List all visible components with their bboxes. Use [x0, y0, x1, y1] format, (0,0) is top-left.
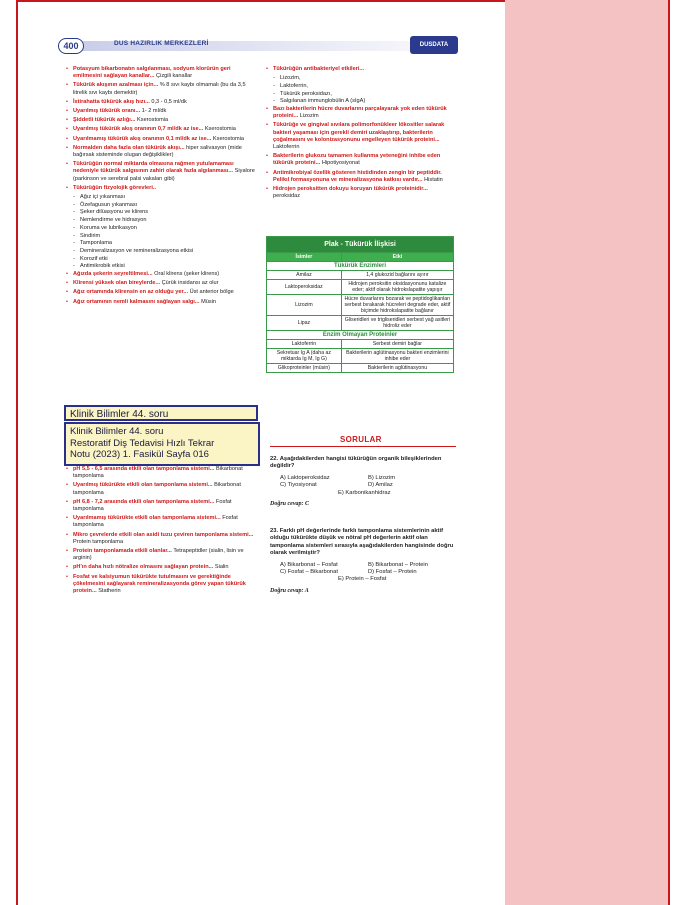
- table-cell: Lizozim: [267, 295, 342, 316]
- note-answer: Bikarbonat tamponlama: [73, 466, 243, 480]
- note-question: Uyarılmamış tükürük akış oranının 0,1 ml/dk az ise...: [73, 135, 212, 142]
- note-answer: Bikarbonat tamponlama: [73, 482, 241, 496]
- note-item: [66, 99, 258, 106]
- table-cell: Sekretuar Ig A (daha az miktarda Ig M, Ig G): [267, 349, 342, 364]
- table-cell: Bakterilerin aglütinasyonu: [341, 364, 453, 373]
- option: B) Lizozim: [368, 474, 396, 481]
- note-answer: 0,3 - 0,5 ml/dk: [151, 98, 187, 105]
- note-answer: Tetrapeptidler (sialin, lisin ve arginin): [73, 548, 244, 562]
- note-answer: Müsin: [201, 298, 217, 305]
- note-answer: Oral klirens (şeker klirens): [154, 271, 220, 278]
- note-item: [66, 289, 258, 296]
- option: D) Fosfat – Protein: [368, 569, 417, 576]
- table-row: [267, 271, 454, 280]
- note-subitem: - Demineralizasyon ve remineralizasyona etkisi: [66, 248, 258, 255]
- note-subitem: - Laktoferrin,: [266, 83, 456, 90]
- note-item: [66, 145, 258, 159]
- note-answer: Fosfat tamponlama: [73, 498, 232, 513]
- table-cell: Laktoferrin: [267, 340, 342, 349]
- note-question: Ağız ortamında klirensin en az olduğu yer...: [73, 289, 189, 296]
- overlay-label-small: Klinik Bilimler 44. soru: [64, 405, 258, 421]
- table-cell: Serbest demiri bağlar: [341, 340, 453, 349]
- note-item: [66, 499, 258, 513]
- table-cell: Bakterilerin aglütinasyonu bakteri enzimlerini inhibe eder: [341, 349, 453, 364]
- note-question: Ağızda şekerin seyreltilmesi...: [73, 271, 153, 278]
- left-column-lower: [66, 466, 258, 597]
- note-item: [266, 106, 456, 120]
- question-22: [270, 456, 456, 508]
- note-item: [266, 66, 456, 73]
- note-item: [66, 482, 258, 496]
- side-pink-bar: [505, 0, 668, 905]
- note-subitem: - Şeker dilüasyonu ve klirens: [66, 209, 258, 216]
- note-question: Ağız ortamının nemli kalmasını sağlayan salgı...: [73, 298, 200, 305]
- table-row: [267, 316, 454, 331]
- note-answer: Statherin: [98, 588, 121, 595]
- table-cell: Amilaz: [267, 271, 342, 280]
- note-subitem: - Sindirim: [66, 233, 258, 240]
- note-question: Hidrojen peroksitten dokuyu koruyan tükürük proteinidir...: [273, 186, 428, 193]
- overlay-line: Notu (2023) 1. Fasikül Sayfa 016: [70, 449, 209, 460]
- note-answer: Kserostomia: [204, 126, 236, 133]
- note-question: Şiddetli tükürük azlığı...: [73, 117, 136, 124]
- note-item: [66, 574, 258, 596]
- note-question: Tükürük akışının azalması için...: [73, 82, 159, 89]
- note-subitem: - Tamponlama: [66, 240, 258, 247]
- note-subitem: - Salgılanan immunglobülin A (sIgA): [266, 98, 456, 105]
- table-row: [267, 364, 454, 373]
- note-question: İstirahatta tükürük akış hızı...: [73, 98, 150, 105]
- note-question: Bakterilerin glukozu tamamen kullanma yeteneğini inhibe eden tükürük proteini...: [273, 153, 441, 167]
- note-subitem: - Koruma ve lubrikasyon: [66, 225, 258, 232]
- note-answer: Sialin: [214, 564, 229, 571]
- note-answer: Kserostomia: [212, 135, 245, 142]
- question-number: 22.: [270, 456, 279, 462]
- question-23: [270, 528, 456, 595]
- note-answer: Histatin: [424, 176, 443, 183]
- note-question: Fosfat ve kalsiyumun tükürükte tutulmasını ve gerektiğinde çökelmesini sağlayarak remineralizasyonda görev yapan tükürük protein...: [73, 573, 246, 595]
- option: A) Bikarbonat – Fosfat: [280, 561, 338, 568]
- note-item: [66, 548, 258, 562]
- page-number: 400: [58, 38, 84, 54]
- note-question: Protein tamponlamada etkili olanlar...: [73, 548, 172, 555]
- note-question: Potasyum bikarbonatın salgılanması, sodyum klorürün geri emilmesini sağlayan kanallar...: [73, 66, 231, 80]
- table-cell: Lipaz: [267, 316, 342, 331]
- note-item: [66, 280, 258, 287]
- note-item: [66, 564, 258, 571]
- note-question: pH 6,8 - 7,2 arasında etkili olan tamponlama sistemi...: [73, 498, 215, 505]
- table-title: Plak - Tükürük İlişkisi: [267, 237, 454, 253]
- overlay-label-box: [64, 422, 260, 466]
- sorular-rule: [270, 446, 456, 447]
- note-item: [66, 515, 258, 529]
- note-question: Tükürüğün normal miktarda olmasına rağmen yutulamaması nedeniyle tükürük salgısının zahiri olarak fazla algılanması...: [73, 161, 234, 175]
- note-question: Klirensi yüksek olan bireylerde...: [73, 280, 161, 287]
- option: C) Fosfat – Bikarbonat: [280, 569, 338, 576]
- note-item: [66, 108, 258, 115]
- note-answer: Çürük insidansı az olur: [161, 280, 219, 287]
- note-subitem: - Nemlendirme ve hidrasyon: [66, 217, 258, 224]
- note-item: [266, 186, 456, 200]
- table-row: [267, 349, 454, 364]
- note-answer: Lizozim: [299, 113, 319, 120]
- note-question: Tükürüğün fizyolojik görevleri..: [73, 184, 156, 191]
- note-question: Uyarılmış tükürük akış oranının 0,7 ml/dk az ise...: [73, 126, 204, 133]
- note-subitem: - Korozif etki: [66, 256, 258, 263]
- header-title: DUS HAZIRLIK MERKEZLERİ: [114, 40, 209, 47]
- note-item: [266, 153, 456, 167]
- note-item: [66, 271, 258, 278]
- note-subitem: - Özefagusun yıkanması: [66, 202, 258, 209]
- option: C) Tiyosiyonat: [280, 482, 317, 489]
- note-item: [66, 66, 258, 80]
- question-text: Farklı pH değerlerinde farklı tamponlama sistemlerinin aktif olduğu tükürükte düşük ve nötral pH değerlerin aktif olan tamponlama sistemleri sırasıyla aşağıdakilerden hangisinde doğru olarak verilmiştir?: [270, 528, 454, 557]
- table-cell: Laktoperoksidaz: [267, 280, 342, 295]
- table-cell: Glikoproteinler (müsin): [267, 364, 342, 373]
- note-answer: Çizgili kanallar: [156, 73, 193, 80]
- answer: Doğru cevap: A: [270, 587, 309, 594]
- note-answer: Protein tamponlama: [73, 538, 124, 545]
- note-answer: Kserostomia: [137, 117, 169, 124]
- note-subitem: - Antimikrobik etkisi: [66, 263, 258, 270]
- note-question: Uyarılmış tükürük oranı...: [73, 108, 141, 115]
- note-answer: Fosfat tamponlama: [73, 515, 238, 529]
- note-answer: Hipotiyosiyonat: [321, 160, 360, 167]
- note-question: pH'ın daha hızlı nötralize olmasını sağlayan protein...: [73, 564, 214, 571]
- table-cell: Hücre duvarlarını bozarak ve peptidoglikanları serbest bırakarak hücreleri degrade eder, aktif biçimde hidrokslapatite bağlanır: [341, 295, 453, 316]
- note-question: Uyarılmamış tükürükte etkili olan tamponlama sistemi...: [73, 515, 221, 522]
- note-question: Antimikrobiyal özellik gösteren histidinden zengin bir peptiddir. Pelikıl formasyonuna ve mineralizasyona katkısı vardır...: [273, 169, 442, 183]
- plak-tukuruk-table: [266, 236, 454, 373]
- note-question: Bazı bakterilerin hücre duvarlarını parçalayarak yok eden tükürük proteini...: [273, 106, 447, 120]
- note-question: Tükürüğe ve gingival sıvılara polimorfonükleer lökositler salarak bakteri yaşaması için gerekli demiri uzaklaştırıp, bakterilerin çoğalmasını ve kolonizasyonunu engelleyen tükürük proteini...: [273, 122, 445, 143]
- note-item: [66, 117, 258, 124]
- note-question: Mikro çevrelerde etkili olan asidi tuzu çeviren tamponlama sistemi...: [73, 531, 254, 538]
- note-item: [66, 126, 258, 133]
- note-subitem: - Ağız içi yıkanması: [66, 194, 258, 201]
- option: A) Laktoperoksidaz: [280, 474, 330, 481]
- table-cell: Hidrojen peroksitin oksidasyonunu katalize eder; aktif olarak hidrokslapatite yapışır: [341, 280, 453, 295]
- note-item: [66, 136, 258, 143]
- option: E) Karbonikanhidraz: [338, 489, 391, 496]
- table-group-enzymes: Tükürük Enzimleri: [267, 262, 454, 271]
- table-row: [267, 295, 454, 316]
- note-answer: Üst anterior bölge: [189, 289, 234, 296]
- note-answer: peroksidaz: [273, 193, 301, 200]
- note-item: [266, 170, 456, 184]
- note-answer: hiper salivasyon (mide bağırsak sisteminde olugan değişiklikler): [73, 144, 242, 159]
- right-column: [266, 66, 456, 202]
- table-group-proteins: Enzim Olmayan Proteinler: [267, 331, 454, 340]
- note-subitem: - Tükürük peroksidazı,: [266, 91, 456, 98]
- left-column: [66, 66, 258, 308]
- table-row: [267, 340, 454, 349]
- note-question: Normalden daha fazla olan tükürük akışı...: [73, 144, 185, 151]
- note-subitem: - Lizozim,: [266, 75, 456, 82]
- overlay-line: Restoratif Diş Tedavisi Hızlı Tekrar: [70, 437, 215, 449]
- note-answer: % 8 sıvı kaybı olmamalı (bu da 3,5 litrelik sıvı kaybı demektir): [73, 82, 246, 96]
- note-item: [66, 299, 258, 306]
- note-item: [66, 466, 258, 480]
- table-row: [267, 280, 454, 295]
- table-head-names: İsimler: [267, 253, 342, 262]
- question-number: 23.: [270, 528, 279, 534]
- note-item: [66, 161, 258, 183]
- note-item: [66, 82, 258, 96]
- note-question: pH 5,5 - 6,5 arasında etkili olan tamponlama sistemi...: [73, 466, 215, 472]
- overlay-line: Klinik Bilimler 44. soru: [70, 426, 164, 437]
- dusdata-logo: DUSDATA: [410, 36, 458, 54]
- note-answer: Siyalore (parkinson ve serebral palsi vakaları gibi): [73, 168, 255, 182]
- option: E) Protein – Fosfat: [338, 576, 387, 583]
- table-cell: 1,4 glukozid bağlarını ayırır: [341, 271, 453, 280]
- question-text: Aşağıdakilerden hangisi tükürüğün organik bileşiklerinden değildir?: [270, 456, 442, 470]
- note-answer: 1- 2 ml/dk: [141, 108, 167, 115]
- note-item: [66, 532, 258, 546]
- note-question: Tükürüğün antibakteriyel etkileri...: [273, 66, 365, 72]
- note-item: [66, 185, 258, 192]
- table-head-effect: Etki: [341, 253, 453, 262]
- option: D) Amilaz: [368, 482, 393, 489]
- table-cell: Gliseridleri ve trigliseridleri serbest yağ asitleri hidroliz eder: [341, 316, 453, 331]
- page-header: [58, 38, 458, 54]
- sorular-heading: SORULAR: [340, 435, 382, 444]
- note-answer: Laktoferrin: [273, 144, 300, 151]
- note-question: Uyarılmış tükürükte etkili olan tamponlama sistemi...: [73, 482, 213, 489]
- option: B) Bikarbonat – Protein: [368, 561, 428, 568]
- note-item: [266, 122, 456, 151]
- answer: Doğru cevap: C: [270, 501, 309, 508]
